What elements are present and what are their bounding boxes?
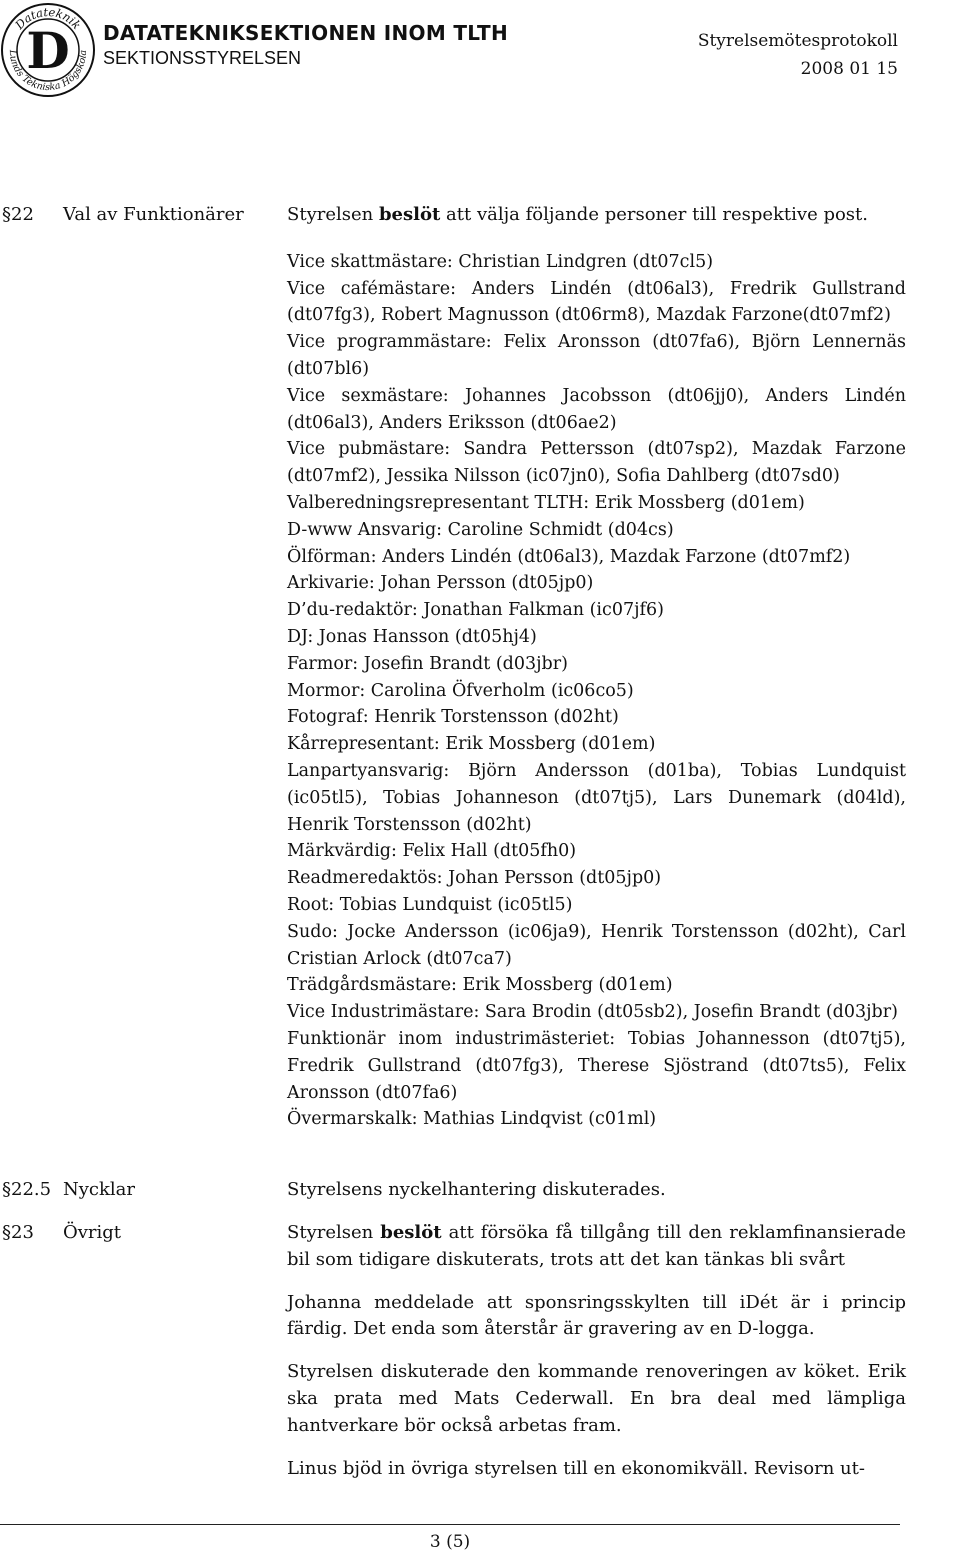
- decision-keyword: beslöt: [378, 204, 441, 225]
- paragraph-ad-car: Styrelsen beslöt att försöka få tillgång till den reklamfinansierade bil som tidigare diskuterats, trots att det kan tänkas bli svårt: [287, 1222, 907, 1270]
- functionary-entry: Vice sexmästare: Johannes Jacobsson (dt06jj0), Anders Lindén (dt06al3), Anders Eriksson (dt06ae2): [287, 385, 906, 433]
- logo-top-text: Datateknik: [12, 4, 84, 32]
- functionary-entry: Vice Industrimästare: Sara Brodin (dt05sb2), Josefin Brandt (d03jbr): [287, 1002, 898, 1023]
- functionary-entry: D-www Ansvarig: Caroline Schmidt (d04cs): [287, 519, 674, 540]
- section-body: [287, 1177, 906, 1204]
- functionary-entry: D’du-redaktör: Jonathan Falkman (ic07jf6): [287, 600, 664, 621]
- meeting-date: 2008 01 15: [800, 59, 898, 79]
- document-type: Styrelsemötesprotokoll: [697, 31, 898, 51]
- header-right: [698, 27, 898, 83]
- functionary-entry: Readmeredaktös: Johan Persson (dt05jp0): [287, 868, 662, 889]
- functionary-entry: Kårrepresentant: Erik Mossberg (d01em): [287, 734, 656, 755]
- functionary-entry: Märkvärdig: Felix Hall (dt05fh0): [287, 841, 577, 862]
- section-title: Nycklar: [63, 1179, 135, 1200]
- organization-name: DATATEKNIKSEKTIONEN INOM TLTH: [103, 21, 508, 45]
- datateknik-logo: [0, 2, 96, 98]
- section-title: Övrigt: [63, 1222, 122, 1243]
- functionary-entry: Vice programmästare: Felix Aronsson (dt07fa6), Björn Lennernäs (dt07bl6): [287, 332, 906, 379]
- functionary-entry: Mormor: Carolina Öfverholm (ic06co5): [287, 680, 634, 701]
- section-title: Val av Funktionärer: [63, 204, 244, 225]
- section-number: §22.5: [2, 1179, 52, 1200]
- functionary-entry: Root: Tobias Lundquist (ic05tl5): [287, 894, 573, 915]
- functionary-entry: Trädgårdsmästare: Erik Mossberg (d01em): [287, 975, 673, 996]
- functionary-entry: Ölförman: Anders Lindén (dt06al3), Mazdak Farzone (dt07mf2): [287, 546, 851, 567]
- decision-keyword: beslöt: [380, 1222, 442, 1243]
- logo-bottom-text: Lunds Tekniska Högskola: [6, 49, 90, 94]
- functionary-entry: Vice skattmästare: Christian Lindgren (dt07cl5): [287, 251, 714, 272]
- section-body: [287, 1220, 906, 1482]
- paragraph-economy-evening: Linus bjöd in övriga styrelsen till en ekonomikväll. Revisorn ut-: [287, 1457, 865, 1479]
- functionary-entry: Valberedningsrepresentant TLTH: Erik Mossberg (d01em): [287, 492, 805, 513]
- page-number: 3 (5): [429, 1532, 471, 1552]
- functionary-entry: Farmor: Josefin Brandt (d03jbr): [287, 653, 568, 674]
- functionary-entry: Arkivarie: Johan Persson (dt05jp0): [287, 573, 594, 594]
- paragraph-kitchen: Styrelsen diskuterade den kommande renoveringen av köket. Erik ska prata med Mats Cederwall. En bra deal med lämpliga hantverkare bör också arbetas fram.: [287, 1361, 906, 1436]
- functionary-entry: DJ: Jonas Hansson (dt05hj4): [287, 626, 537, 647]
- header-left: [103, 20, 508, 69]
- functionary-entry: Fotograf: Henrik Torstensson (d02ht): [287, 707, 619, 728]
- section-number: §23: [2, 1222, 34, 1243]
- board-name: SEKTIONSSTYRELSEN: [103, 48, 302, 68]
- functionary-entry: Sudo: Jocke Andersson (ic06ja9), Henrik Torstensson (d02ht), Carl Cristian Arlock (dt07ca7): [287, 921, 906, 969]
- functionary-entry: Lanpartyansvarig: Björn Andersson (d01ba), Tobias Lundquist (ic05tl5), Tobias Johanneson (dt07tj5), Lars Dunemark (d04ld), Henrik Torstensson (d02ht): [287, 760, 906, 835]
- functionary-entry: Vice pubmästare: Sandra Pettersson (dt07sp2), Mazdak Farzone (dt07mf2), Jessika Nilsson (ic07jn0), Sofia Dahlberg (dt07sd0): [287, 439, 906, 487]
- logo-initial: D: [26, 21, 70, 80]
- keys-text: Styrelsens nyckelhantering diskuterades.: [287, 1179, 666, 1200]
- functionary-entry: Vice cafémästare: Anders Lindén (dt06al3), Fredrik Gullstrand (dt07fg3), Robert Magnusson (dt06rm8), Mazdak Farzone(dt07mf2): [287, 278, 906, 326]
- footer-rule: [0, 1524, 900, 1525]
- paragraph-sponsor-sign: Johanna meddelade att sponsringsskylten till iDét är i princip färdig. Det enda som återstår är gravering av en D-logga.: [287, 1291, 906, 1340]
- functionary-entry: Övermarskalk: Mathias Lindqvist (c01ml): [287, 1109, 657, 1130]
- functionary-list: [287, 249, 906, 1133]
- section-number: §22: [2, 204, 34, 225]
- decision-intro: Styrelsen beslöt att välja följande personer till respektive post.: [287, 204, 868, 225]
- functionary-entry: Funktionär inom industrimästeriet: Tobias Johannesson (dt07tj5), Fredrik Gullstrand (dt07fg3), Therese Sjöstrand (dt07ts5), Felix Aronsson (dt07fa6): [287, 1028, 906, 1103]
- section-body: [287, 202, 906, 1133]
